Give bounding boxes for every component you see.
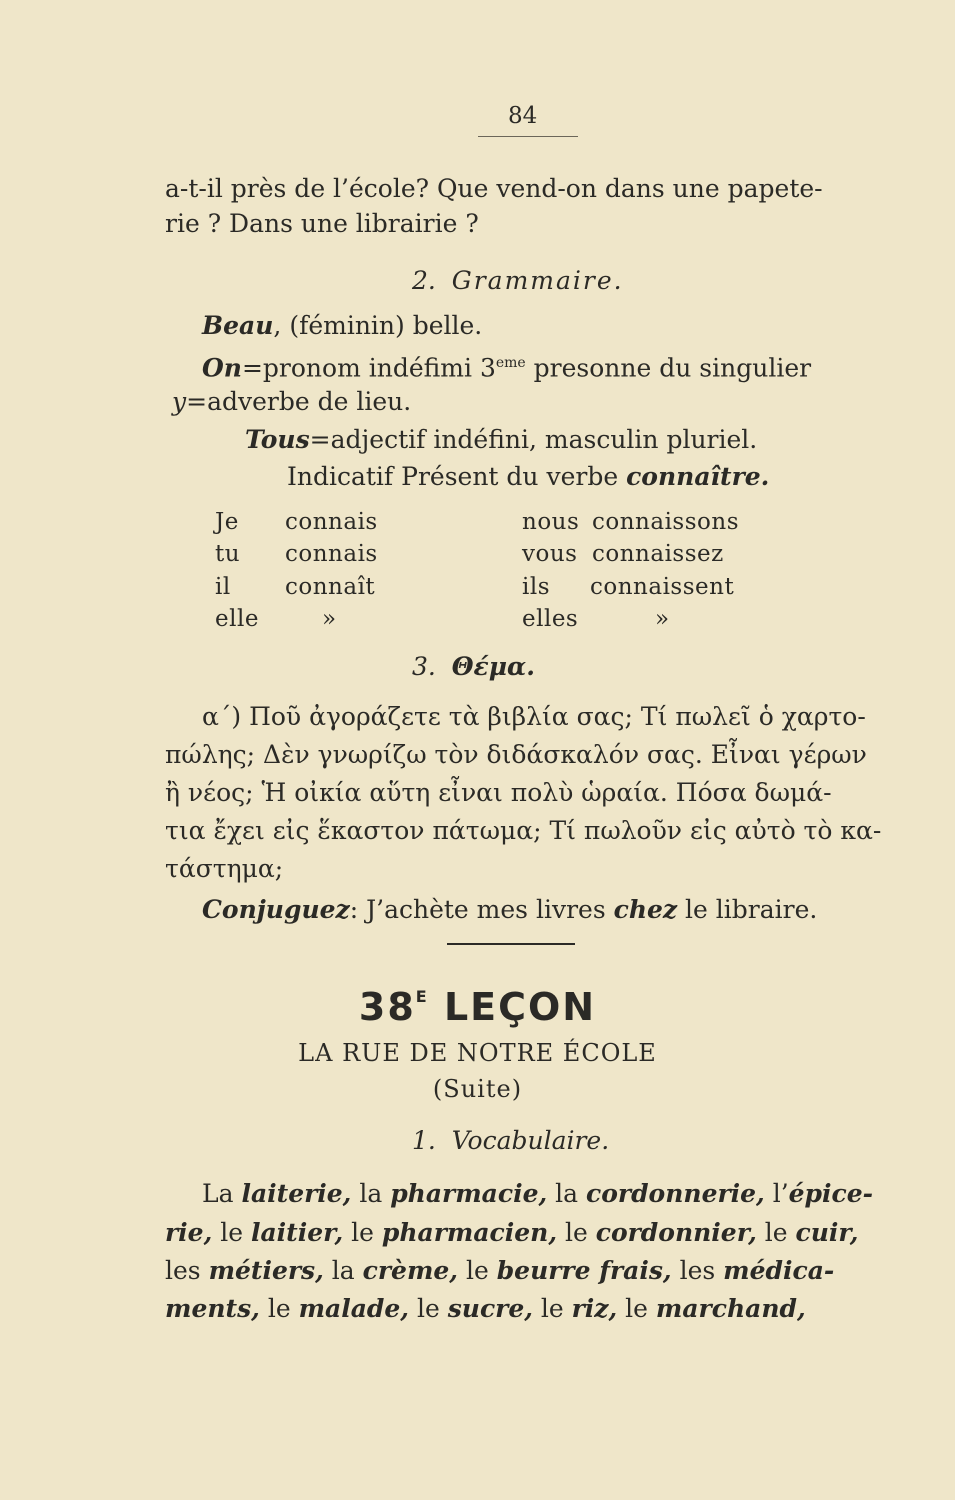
- vocab-article: le: [756, 1218, 796, 1247]
- thema-heading: [412, 652, 535, 681]
- conjuguez-word: Conjuguez: [202, 895, 350, 924]
- intro-line-2: rie ? Dans une librairie ?: [165, 209, 479, 238]
- conj-pronoun-pl-1: nous: [522, 509, 580, 535]
- vocab-article: le: [557, 1218, 596, 1247]
- conj-form-pl-2: connaissez: [592, 541, 724, 567]
- lesson-title: [0, 985, 955, 1029]
- vocab-term: cuir,: [795, 1218, 859, 1247]
- beau-text: , (féminin) belle.: [273, 311, 483, 340]
- vocab-term: crème,: [362, 1256, 459, 1285]
- vocab-article: le: [212, 1218, 251, 1247]
- vocab-term: ments,: [165, 1294, 260, 1323]
- vocab-term: riz,: [571, 1294, 618, 1323]
- grammar-heading-text: Grammaire.: [451, 266, 624, 295]
- vocab-term: cordonnerie,: [586, 1179, 765, 1208]
- on-text-2: presonne du singulier: [525, 353, 812, 383]
- conj-pronoun-2: tu: [215, 541, 241, 567]
- conj-form-2: connais: [285, 541, 378, 567]
- vocab-article: le: [617, 1294, 656, 1323]
- grammar-heading-number: 2.: [412, 266, 436, 295]
- vocab-term: rie,: [165, 1218, 213, 1247]
- thema-line-3: ἢ νέος; Ἡ οἰκία αὕτη εἶναι πολὺ ὡραία. Πόσα δωμά-: [165, 778, 832, 807]
- indicatif-text: Indicatif Présent du verbe: [287, 462, 627, 491]
- vocab-term: pharmacie,: [390, 1179, 548, 1208]
- vocab-term: métiers,: [208, 1256, 324, 1285]
- vocab-article: les: [671, 1256, 724, 1285]
- grammar-heading: [412, 266, 624, 295]
- grammar-indicatif: [287, 460, 769, 493]
- page-number-rule: [478, 136, 578, 137]
- intro-line-1: a-t-il près de l’école? Que vend-on dans une papete-: [165, 174, 823, 203]
- tous-text: =adjectif indéfini, masculin pluriel.: [309, 425, 758, 454]
- conjuguez-text-1: J’achète mes livres: [358, 895, 614, 924]
- vocab-article: l’: [764, 1179, 789, 1208]
- y-text: =adverbe de lieu.: [186, 387, 412, 416]
- vocab-term: laitier,: [250, 1218, 344, 1247]
- vocab-term: épice-: [788, 1179, 874, 1208]
- vocab-article: le: [458, 1256, 497, 1285]
- conj-form-pl-3: connaissent: [590, 574, 735, 600]
- conj-form-4: »: [322, 606, 337, 632]
- vocab-term: médica-: [723, 1256, 835, 1285]
- vocab-article: le: [343, 1218, 382, 1247]
- vocab-article: la: [547, 1179, 586, 1208]
- thema-line-1: α΄) Ποῦ ἀγοράζετε τὰ βιβλία σας; Τί πωλεῖ ὁ χαρτο-: [202, 702, 866, 731]
- vocab-article: la: [323, 1256, 363, 1285]
- grammar-tous: [245, 423, 757, 456]
- lesson-word: LEÇON: [443, 985, 597, 1029]
- lesson-subtitle: LA RUE DE NOTRE ÉCOLE: [298, 1039, 657, 1067]
- vocab-article: le: [259, 1294, 299, 1323]
- on-sup: eme: [495, 355, 526, 371]
- conj-form-pl-1: connaissons: [592, 509, 739, 535]
- conj-pronoun-pl-3: ils: [522, 574, 551, 600]
- conj-form-pl-4: »: [655, 606, 670, 632]
- conjuguez-colon: :: [349, 895, 359, 924]
- y-word: y: [172, 387, 187, 416]
- on-text: =pronom indéfimi 3: [241, 353, 496, 383]
- vocab-line-1: [202, 1177, 873, 1210]
- grammar-on: [202, 347, 811, 384]
- vocab-article: les: [165, 1256, 209, 1285]
- conjuguez-line: [202, 893, 817, 926]
- conj-pronoun-pl-4: elles: [522, 606, 579, 632]
- vocab-article: La: [202, 1179, 242, 1208]
- indicatif-verb: connaître.: [626, 462, 770, 491]
- vocabulaire-heading: [412, 1126, 609, 1155]
- vocab-term: marchand,: [655, 1294, 806, 1323]
- lesson-number: 38: [358, 985, 416, 1029]
- conj-pronoun-pl-2: vous: [522, 541, 578, 567]
- conj-form-3: connaît: [285, 574, 376, 600]
- conjuguez-chez: chez: [613, 895, 678, 924]
- vocab-line-2: [165, 1216, 858, 1249]
- vocab-article: le: [532, 1294, 572, 1323]
- conj-form-1: connais: [285, 509, 378, 535]
- thema-line-4: τια ἔχει εἰς ἕκαστον πάτωμα; Τί πωλοῦν εἰς αὐτὸ τὸ κα-: [165, 816, 882, 845]
- vocab-term: malade,: [298, 1294, 409, 1323]
- vocab-line-4: [165, 1292, 806, 1325]
- thema-line-5: τάστημα;: [165, 854, 284, 883]
- vocab-line-3: [165, 1254, 834, 1287]
- vocab-article: la: [351, 1179, 391, 1208]
- page-number: 84: [508, 103, 538, 129]
- grammar-beau: [202, 309, 482, 342]
- conj-pronoun-1: Je: [215, 509, 239, 535]
- conj-pronoun-4: elle: [215, 606, 259, 632]
- vocab-term: cordonnier,: [595, 1218, 757, 1247]
- thema-heading-number: 3.: [412, 652, 436, 681]
- vocabulaire-heading-text: Vocabulaire.: [451, 1126, 610, 1155]
- vocabulaire-heading-number: 1.: [412, 1126, 436, 1155]
- vocab-term: sucre,: [447, 1294, 533, 1323]
- vocab-term: beurre frais,: [496, 1256, 672, 1285]
- thema-heading-text: Θέμα.: [451, 652, 535, 681]
- tous-word: Tous: [245, 425, 310, 454]
- conj-pronoun-3: il: [215, 574, 231, 600]
- grammar-y: [172, 385, 411, 418]
- vocab-term: pharmacien,: [381, 1218, 558, 1247]
- conjuguez-text-2: le libraire.: [677, 895, 818, 924]
- on-word: On: [202, 353, 242, 383]
- thema-line-2: πώλης; Δὲν γνωρίζω τὸν διδάσκαλόν σας. Εἶναι γέρων: [165, 740, 867, 769]
- beau-word: Beau: [202, 311, 274, 340]
- lesson-number-sup: E: [415, 987, 429, 1006]
- section-divider: [447, 943, 575, 945]
- vocab-article: le: [409, 1294, 448, 1323]
- lesson-suite: (Suite): [432, 1075, 523, 1103]
- vocab-term: laiterie,: [241, 1179, 352, 1208]
